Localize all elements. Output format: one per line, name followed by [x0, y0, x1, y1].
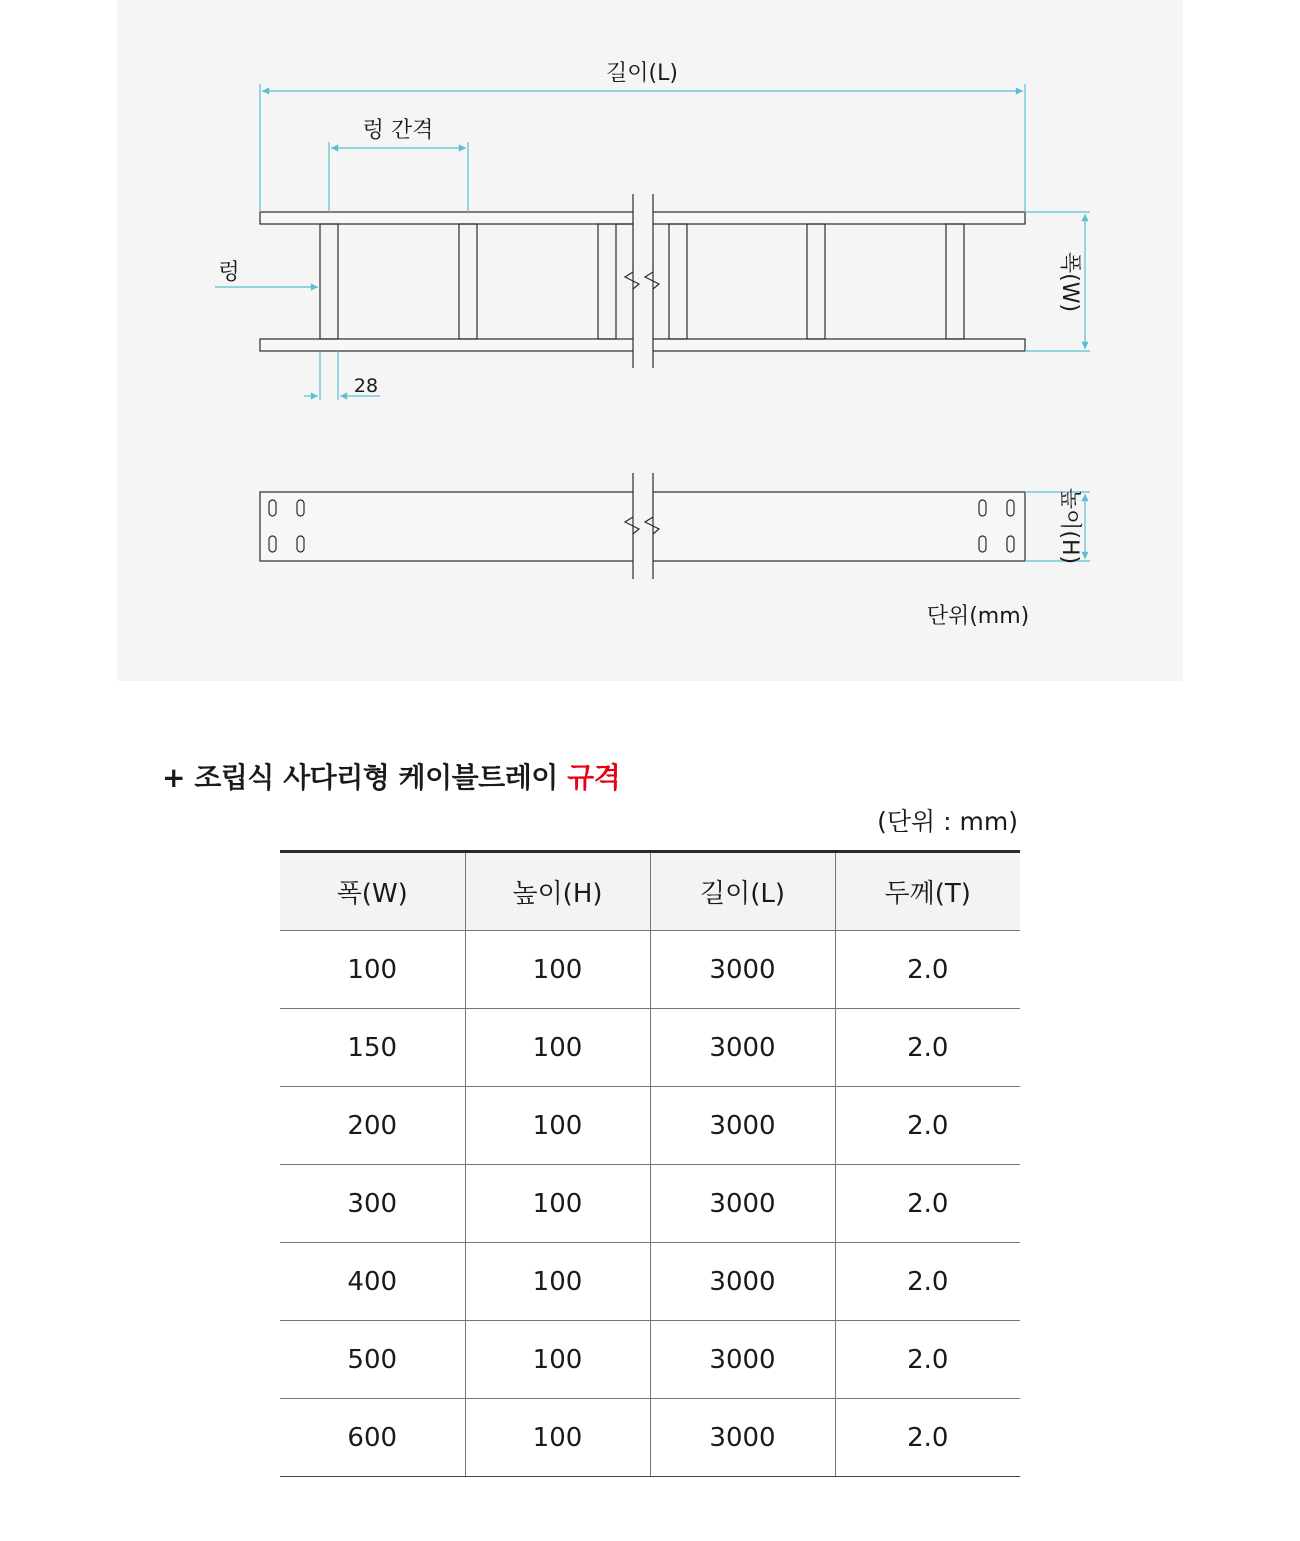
top-view	[260, 194, 1025, 368]
table-header-row	[280, 852, 1020, 931]
table-cell: 600	[280, 1399, 465, 1477]
table-row	[280, 931, 1020, 1009]
table-cell: 100	[465, 1321, 650, 1399]
column-header: 길이(L)	[650, 852, 835, 931]
rung	[598, 224, 616, 339]
rung-width-label: 28	[353, 375, 379, 397]
cable-tray-drawing	[117, 0, 1183, 681]
table-cell: 3000	[650, 1087, 835, 1165]
unit-note: (단위 : mm)	[877, 807, 1018, 836]
table-cell: 3000	[650, 1399, 835, 1477]
table-cell: 100	[465, 1087, 650, 1165]
table-cell: 100	[465, 1165, 650, 1243]
side-view	[260, 473, 1025, 579]
table-cell: 2.0	[835, 1165, 1020, 1243]
column-header: 폭(W)	[280, 852, 465, 931]
height-label: 높이(H)	[1057, 487, 1082, 565]
table-cell: 2.0	[835, 1243, 1020, 1321]
table-cell: 3000	[650, 1321, 835, 1399]
rung-spacing-label: 렁 간격	[362, 118, 434, 143]
table-cell: 3000	[650, 1243, 835, 1321]
table-row	[280, 1087, 1020, 1165]
spec-title-text: + 조립식 사다리형 케이블트레이	[162, 761, 568, 794]
spec-title-accent: 규격	[567, 761, 621, 794]
diagram-panel	[117, 0, 1183, 681]
rung-label: 렁	[218, 260, 240, 285]
rung	[459, 224, 477, 339]
rung	[669, 224, 687, 339]
table-cell: 500	[280, 1321, 465, 1399]
spec-title	[162, 756, 620, 796]
table-cell: 100	[465, 931, 650, 1009]
unit-label: 단위(mm)	[926, 604, 1030, 629]
rung-spacing-dimension	[329, 142, 468, 212]
table-cell: 150	[280, 1009, 465, 1087]
table-cell: 2.0	[835, 1399, 1020, 1477]
column-header: 두께(T)	[835, 852, 1020, 931]
length-label: 길이(L)	[606, 61, 678, 86]
width-label: 폭(W)	[1057, 251, 1082, 313]
table-cell: 100	[465, 1243, 650, 1321]
table-cell: 3000	[650, 931, 835, 1009]
table-row	[280, 1243, 1020, 1321]
table-cell: 3000	[650, 1009, 835, 1087]
table-row	[280, 1009, 1020, 1087]
spec-table	[280, 850, 1020, 1477]
table-cell: 400	[280, 1243, 465, 1321]
table-row	[280, 1165, 1020, 1243]
rung	[320, 224, 338, 339]
table-cell: 2.0	[835, 1009, 1020, 1087]
rung	[807, 224, 825, 339]
table-row	[280, 1399, 1020, 1477]
table-row	[280, 1321, 1020, 1399]
table-cell: 3000	[650, 1165, 835, 1243]
table-cell: 100	[465, 1009, 650, 1087]
column-header: 높이(H)	[465, 852, 650, 931]
table-cell: 200	[280, 1087, 465, 1165]
table-cell: 2.0	[835, 931, 1020, 1009]
table-cell: 100	[465, 1399, 650, 1477]
table-cell: 100	[280, 931, 465, 1009]
rung	[946, 224, 964, 339]
table-cell: 300	[280, 1165, 465, 1243]
table-cell: 2.0	[835, 1321, 1020, 1399]
table-cell: 2.0	[835, 1087, 1020, 1165]
